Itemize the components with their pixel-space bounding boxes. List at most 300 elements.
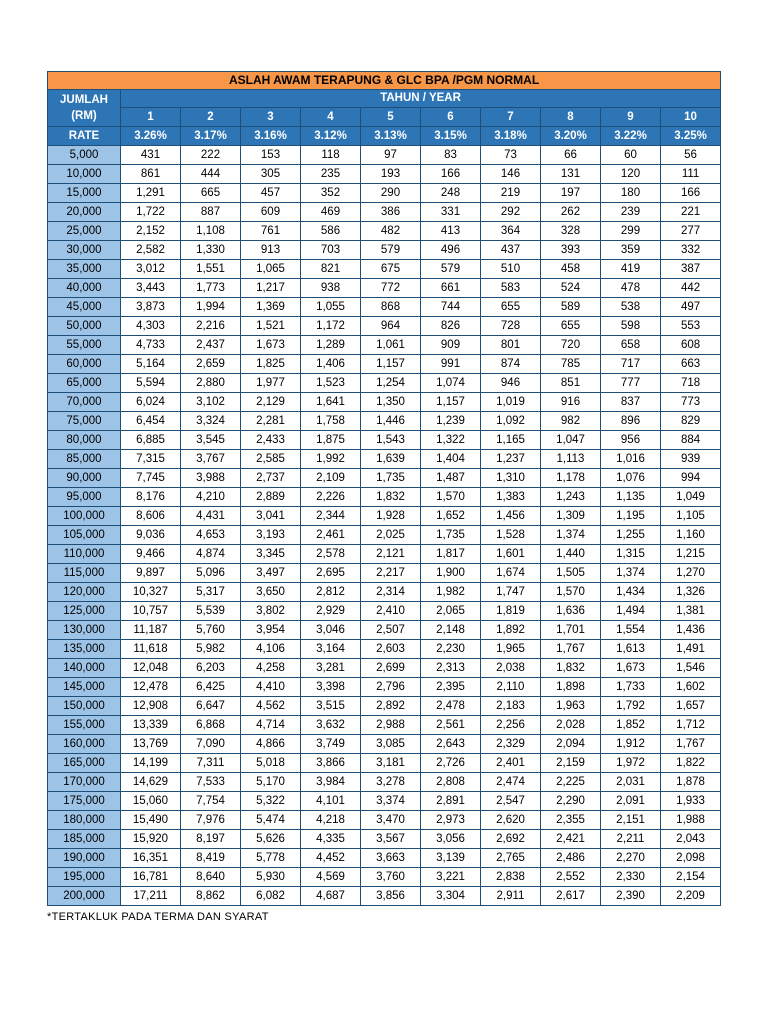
installment-cell: 12,478	[121, 678, 181, 697]
rate-header-cell: 3.25%	[661, 127, 721, 146]
installment-cell: 3,650	[241, 583, 301, 602]
amount-cell: 140,000	[48, 659, 121, 678]
installment-cell: 665	[181, 184, 241, 203]
installment-cell: 2,094	[541, 735, 601, 754]
installment-cell: 332	[661, 241, 721, 260]
installment-cell: 1,601	[481, 545, 541, 564]
amount-cell: 5,000	[48, 146, 121, 165]
installment-cell: 11,187	[121, 621, 181, 640]
installment-cell: 7,090	[181, 735, 241, 754]
installment-cell: 153	[241, 146, 301, 165]
table-row	[48, 735, 721, 754]
installment-cell: 5,982	[181, 640, 241, 659]
table-row	[48, 545, 721, 564]
amount-cell: 145,000	[48, 678, 121, 697]
installment-cell: 579	[421, 260, 481, 279]
installment-cell: 248	[421, 184, 481, 203]
installment-cell: 655	[541, 317, 601, 336]
installment-cell: 4,653	[181, 526, 241, 545]
installment-cell: 1,315	[601, 545, 661, 564]
installment-cell: 118	[301, 146, 361, 165]
installment-cell: 821	[301, 260, 361, 279]
table-row	[48, 298, 721, 317]
installment-cell: 956	[601, 431, 661, 450]
installment-cell: 2,582	[121, 241, 181, 260]
installment-cell: 2,148	[421, 621, 481, 640]
installment-cell: 2,270	[601, 849, 661, 868]
installment-cell: 2,461	[301, 526, 361, 545]
installment-cell: 2,507	[361, 621, 421, 640]
installment-cell: 1,487	[421, 469, 481, 488]
installment-cell: 1,270	[661, 564, 721, 583]
installment-cell: 331	[421, 203, 481, 222]
amount-cell: 160,000	[48, 735, 121, 754]
amount-cell: 35,000	[48, 260, 121, 279]
installment-cell: 2,216	[181, 317, 241, 336]
installment-cell: 553	[661, 317, 721, 336]
installment-cell: 5,317	[181, 583, 241, 602]
installment-cell: 964	[361, 317, 421, 336]
installment-cell: 1,374	[541, 526, 601, 545]
installment-cell: 1,369	[241, 298, 301, 317]
amount-cell: 60,000	[48, 355, 121, 374]
table-row	[48, 868, 721, 887]
installment-cell: 2,578	[301, 545, 361, 564]
installment-cell: 419	[601, 260, 661, 279]
table-row	[48, 583, 721, 602]
table-row	[48, 279, 721, 298]
amount-cell: 110,000	[48, 545, 121, 564]
installment-cell: 305	[241, 165, 301, 184]
installment-cell: 111	[661, 165, 721, 184]
installment-cell: 2,808	[421, 773, 481, 792]
amount-cell: 10,000	[48, 165, 121, 184]
amount-cell: 165,000	[48, 754, 121, 773]
installment-cell: 3,221	[421, 868, 481, 887]
installment-cell: 1,747	[481, 583, 541, 602]
installment-cell: 2,603	[361, 640, 421, 659]
installment-cell: 6,454	[121, 412, 181, 431]
table-row	[48, 222, 721, 241]
installment-cell: 1,381	[661, 602, 721, 621]
installment-cell: 3,663	[361, 849, 421, 868]
installment-cell: 1,546	[661, 659, 721, 678]
installment-cell: 387	[661, 260, 721, 279]
installment-cell: 1,988	[661, 811, 721, 830]
installment-cell: 4,687	[301, 887, 361, 906]
installment-cell: 2,151	[601, 811, 661, 830]
table-row	[48, 640, 721, 659]
amount-cell: 180,000	[48, 811, 121, 830]
installment-cell: 3,085	[361, 735, 421, 754]
table-body	[48, 146, 721, 906]
installment-cell: 2,695	[301, 564, 361, 583]
installment-cell: 277	[661, 222, 721, 241]
installment-cell: 3,749	[301, 735, 361, 754]
installment-cell: 4,218	[301, 811, 361, 830]
table-row	[48, 317, 721, 336]
installment-cell: 180	[601, 184, 661, 203]
installment-cell: 2,474	[481, 773, 541, 792]
installment-cell: 1,330	[181, 241, 241, 260]
year-header-cell: 8	[541, 108, 601, 127]
amount-header-label: JUMLAH (RM)	[60, 94, 108, 122]
installment-cell: 586	[301, 222, 361, 241]
installment-cell: 262	[541, 203, 601, 222]
installment-cell: 2,617	[541, 887, 601, 906]
installment-cell: 2,620	[481, 811, 541, 830]
installment-cell: 3,181	[361, 754, 421, 773]
installment-cell: 6,868	[181, 716, 241, 735]
installment-cell: 1,994	[181, 298, 241, 317]
installment-cell: 7,754	[181, 792, 241, 811]
installment-cell: 12,908	[121, 697, 181, 716]
installment-cell: 4,106	[241, 640, 301, 659]
installment-cell: 5,594	[121, 374, 181, 393]
installment-cell: 2,552	[541, 868, 601, 887]
installment-cell: 2,395	[421, 678, 481, 697]
installment-cell: 2,098	[661, 849, 721, 868]
installment-cell: 131	[541, 165, 601, 184]
installment-cell: 8,197	[181, 830, 241, 849]
table-row	[48, 374, 721, 393]
installment-cell: 2,281	[241, 412, 301, 431]
table-row	[48, 165, 721, 184]
installment-cell: 431	[121, 146, 181, 165]
installment-cell: 9,466	[121, 545, 181, 564]
installment-cell: 6,647	[181, 697, 241, 716]
installment-cell: 437	[481, 241, 541, 260]
installment-cell: 861	[121, 165, 181, 184]
installment-cell: 2,892	[361, 697, 421, 716]
installment-cell: 2,121	[361, 545, 421, 564]
amount-cell: 125,000	[48, 602, 121, 621]
installment-cell: 15,920	[121, 830, 181, 849]
installment-cell: 359	[601, 241, 661, 260]
installment-cell: 939	[661, 450, 721, 469]
installment-cell: 3,398	[301, 678, 361, 697]
installment-cell: 1,758	[301, 412, 361, 431]
amount-cell: 25,000	[48, 222, 121, 241]
installment-cell: 292	[481, 203, 541, 222]
installment-cell: 598	[601, 317, 661, 336]
installment-cell: 146	[481, 165, 541, 184]
installment-cell: 166	[421, 165, 481, 184]
installment-cell: 3,324	[181, 412, 241, 431]
installment-cell: 658	[601, 336, 661, 355]
installment-cell: 1,436	[661, 621, 721, 640]
table-row	[48, 526, 721, 545]
amount-cell: 50,000	[48, 317, 121, 336]
installment-cell: 609	[241, 203, 301, 222]
installment-cell: 2,065	[421, 602, 481, 621]
installment-cell: 1,674	[481, 564, 541, 583]
amount-cell: 135,000	[48, 640, 121, 659]
installment-cell: 2,154	[661, 868, 721, 887]
title-row	[48, 72, 721, 90]
installment-cell: 393	[541, 241, 601, 260]
installment-cell: 3,304	[421, 887, 481, 906]
installment-cell: 2,225	[541, 773, 601, 792]
installment-cell: 3,545	[181, 431, 241, 450]
amount-cell: 190,000	[48, 849, 121, 868]
footnote: *TERTAKLUK PADA TERMA DAN SYARAT	[47, 911, 269, 923]
table-row	[48, 431, 721, 450]
installment-cell: 2,973	[421, 811, 481, 830]
installment-cell: 3,984	[301, 773, 361, 792]
installment-cell: 4,452	[301, 849, 361, 868]
installment-cell: 299	[601, 222, 661, 241]
installment-cell: 3,954	[241, 621, 301, 640]
installment-cell: 2,038	[481, 659, 541, 678]
installment-cell: 239	[601, 203, 661, 222]
installment-cell: 5,018	[241, 754, 301, 773]
installment-cell: 3,873	[121, 298, 181, 317]
installment-cell: 1,735	[361, 469, 421, 488]
installment-cell: 946	[481, 374, 541, 393]
installment-cell: 3,046	[301, 621, 361, 640]
installment-cell: 9,897	[121, 564, 181, 583]
installment-cell: 1,613	[601, 640, 661, 659]
installment-cell: 2,796	[361, 678, 421, 697]
installment-cell: 1,657	[661, 697, 721, 716]
installment-cell: 2,643	[421, 735, 481, 754]
installment-cell: 4,101	[301, 792, 361, 811]
rate-header-cell: 3.16%	[241, 127, 301, 146]
installment-cell: 6,885	[121, 431, 181, 450]
table-row	[48, 678, 721, 697]
installment-cell: 5,096	[181, 564, 241, 583]
installment-cell: 219	[481, 184, 541, 203]
installment-cell: 3,041	[241, 507, 301, 526]
installment-cell: 1,446	[361, 412, 421, 431]
installment-cell: 3,802	[241, 602, 301, 621]
installment-cell: 2,401	[481, 754, 541, 773]
installment-cell: 458	[541, 260, 601, 279]
installment-cell: 1,505	[541, 564, 601, 583]
installment-cell: 5,170	[241, 773, 301, 792]
installment-cell: 2,091	[601, 792, 661, 811]
installment-cell: 4,258	[241, 659, 301, 678]
amount-cell: 40,000	[48, 279, 121, 298]
installment-cell: 8,606	[121, 507, 181, 526]
installment-cell: 413	[421, 222, 481, 241]
installment-cell: 2,152	[121, 222, 181, 241]
table-row	[48, 488, 721, 507]
installment-cell: 469	[301, 203, 361, 222]
installment-cell: 1,819	[481, 602, 541, 621]
rate-header-cell: 3.26%	[121, 127, 181, 146]
installment-cell: 728	[481, 317, 541, 336]
installment-cell: 197	[541, 184, 601, 203]
installment-cell: 8,176	[121, 488, 181, 507]
installment-cell: 1,521	[241, 317, 301, 336]
installment-cell: 10,327	[121, 583, 181, 602]
installment-cell: 785	[541, 355, 601, 374]
installment-cell: 2,129	[241, 393, 301, 412]
installment-cell: 2,699	[361, 659, 421, 678]
installment-cell: 3,012	[121, 260, 181, 279]
year-header-cell: 3	[241, 108, 301, 127]
installment-cell: 83	[421, 146, 481, 165]
amount-cell: 75,000	[48, 412, 121, 431]
installment-cell: 328	[541, 222, 601, 241]
installment-cell: 2,911	[481, 887, 541, 906]
installment-cell: 1,832	[541, 659, 601, 678]
installment-cell: 11,618	[121, 640, 181, 659]
installment-cell: 2,486	[541, 849, 601, 868]
installment-cell: 1,898	[541, 678, 601, 697]
table-row	[48, 336, 721, 355]
installment-cell: 6,024	[121, 393, 181, 412]
rate-header-cell: 3.12%	[301, 127, 361, 146]
table-row	[48, 621, 721, 640]
installment-cell: 5,539	[181, 602, 241, 621]
installment-cell: 4,335	[301, 830, 361, 849]
installment-cell: 4,431	[181, 507, 241, 526]
year-header-cell: 10	[661, 108, 721, 127]
installment-cell: 1,528	[481, 526, 541, 545]
installment-cell: 2,433	[241, 431, 301, 450]
amount-cell: 15,000	[48, 184, 121, 203]
installment-cell: 4,874	[181, 545, 241, 564]
amount-cell: 150,000	[48, 697, 121, 716]
installment-cell: 2,330	[601, 868, 661, 887]
installment-cell: 444	[181, 165, 241, 184]
installment-cell: 3,278	[361, 773, 421, 792]
table-row	[48, 849, 721, 868]
installment-cell: 6,425	[181, 678, 241, 697]
installment-cell: 2,988	[361, 716, 421, 735]
installment-cell: 6,203	[181, 659, 241, 678]
installment-cell: 364	[481, 222, 541, 241]
installment-cell: 1,239	[421, 412, 481, 431]
installment-cell: 1,310	[481, 469, 541, 488]
installment-cell: 5,322	[241, 792, 301, 811]
installment-cell: 5,760	[181, 621, 241, 640]
installment-cell: 1,135	[601, 488, 661, 507]
installment-table	[47, 71, 721, 906]
table-row	[48, 355, 721, 374]
installment-cell: 2,290	[541, 792, 601, 811]
installment-cell: 608	[661, 336, 721, 355]
table-row	[48, 393, 721, 412]
installment-cell: 1,350	[361, 393, 421, 412]
installment-cell: 884	[661, 431, 721, 450]
table-row	[48, 184, 721, 203]
installment-cell: 2,659	[181, 355, 241, 374]
installment-cell: 3,760	[361, 868, 421, 887]
installment-cell: 221	[661, 203, 721, 222]
installment-cell: 1,822	[661, 754, 721, 773]
year-header-cell: 7	[481, 108, 541, 127]
installment-cell: 583	[481, 279, 541, 298]
installment-cell: 482	[361, 222, 421, 241]
installment-cell: 538	[601, 298, 661, 317]
amount-cell: 185,000	[48, 830, 121, 849]
installment-cell: 3,988	[181, 469, 241, 488]
installment-cell: 773	[661, 393, 721, 412]
installment-cell: 744	[421, 298, 481, 317]
amount-cell: 95,000	[48, 488, 121, 507]
installment-cell: 120	[601, 165, 661, 184]
installment-cell: 2,043	[661, 830, 721, 849]
installment-cell: 4,866	[241, 735, 301, 754]
installment-cell: 1,494	[601, 602, 661, 621]
rate-header-cell: 3.15%	[421, 127, 481, 146]
installment-cell: 497	[661, 298, 721, 317]
rate-header-cell: 3.18%	[481, 127, 541, 146]
installment-cell: 3,567	[361, 830, 421, 849]
amount-cell: 105,000	[48, 526, 121, 545]
installment-cell: 290	[361, 184, 421, 203]
installment-cell: 887	[181, 203, 241, 222]
installment-cell: 1,237	[481, 450, 541, 469]
amount-cell: 100,000	[48, 507, 121, 526]
installment-cell: 16,781	[121, 868, 181, 887]
installment-cell: 2,390	[601, 887, 661, 906]
year-header-cell: 2	[181, 108, 241, 127]
installment-cell: 2,410	[361, 602, 421, 621]
table-row	[48, 260, 721, 279]
amount-cell: 65,000	[48, 374, 121, 393]
installment-cell: 1,639	[361, 450, 421, 469]
installment-cell: 14,629	[121, 773, 181, 792]
installment-cell: 1,061	[361, 336, 421, 355]
installment-cell: 1,165	[481, 431, 541, 450]
installment-cell: 2,838	[481, 868, 541, 887]
installment-cell: 1,160	[661, 526, 721, 545]
table-row	[48, 792, 721, 811]
table-row	[48, 697, 721, 716]
amount-cell: 200,000	[48, 887, 121, 906]
installment-cell: 8,862	[181, 887, 241, 906]
table-row	[48, 469, 721, 488]
amount-cell: 115,000	[48, 564, 121, 583]
installment-cell: 1,440	[541, 545, 601, 564]
installment-cell: 222	[181, 146, 241, 165]
installment-cell: 1,243	[541, 488, 601, 507]
installment-cell: 1,977	[241, 374, 301, 393]
installment-cell: 4,714	[241, 716, 301, 735]
financing-table-sheet	[47, 71, 721, 906]
installment-cell: 2,031	[601, 773, 661, 792]
amount-cell: 130,000	[48, 621, 121, 640]
installment-cell: 718	[661, 374, 721, 393]
installment-cell: 2,561	[421, 716, 481, 735]
rate-header-cell: 3.13%	[361, 127, 421, 146]
installment-cell: 7,533	[181, 773, 241, 792]
installment-cell: 1,570	[541, 583, 601, 602]
amount-cell: 30,000	[48, 241, 121, 260]
installment-cell: 478	[601, 279, 661, 298]
installment-cell: 1,383	[481, 488, 541, 507]
installment-cell: 1,712	[661, 716, 721, 735]
installment-cell: 2,737	[241, 469, 301, 488]
installment-cell: 1,289	[301, 336, 361, 355]
table-row	[48, 507, 721, 526]
installment-cell: 1,992	[301, 450, 361, 469]
installment-cell: 1,551	[181, 260, 241, 279]
installment-cell: 496	[421, 241, 481, 260]
installment-cell: 896	[601, 412, 661, 431]
installment-cell: 3,443	[121, 279, 181, 298]
installment-cell: 913	[241, 241, 301, 260]
table-row	[48, 203, 721, 222]
table-row	[48, 412, 721, 431]
installment-cell: 991	[421, 355, 481, 374]
installment-cell: 1,055	[301, 298, 361, 317]
